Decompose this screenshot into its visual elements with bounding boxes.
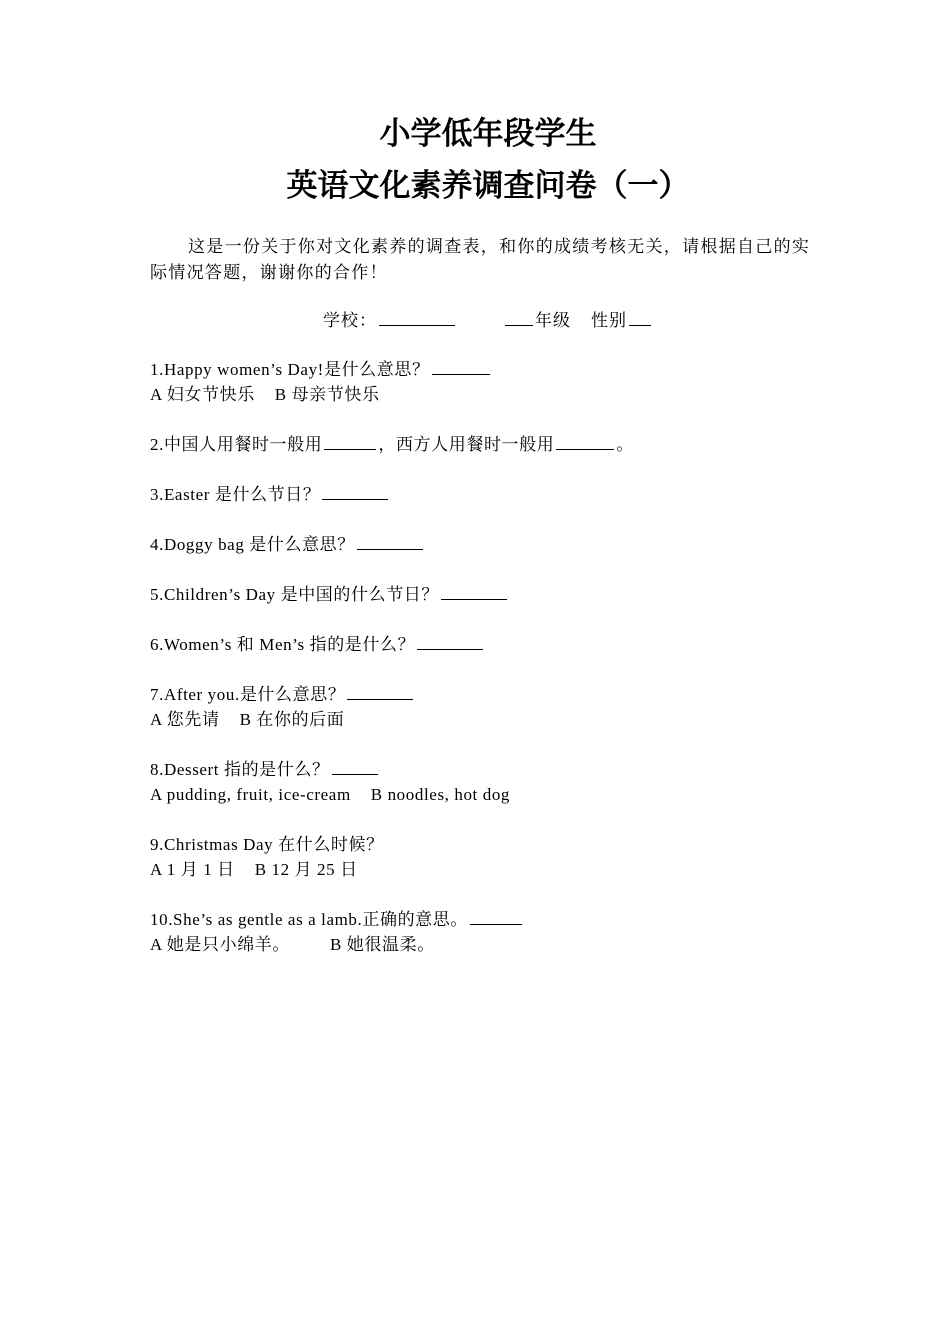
question-7 (150, 682, 826, 707)
option-b: B 12 月 25 日 (254, 860, 358, 879)
question-9 (150, 832, 826, 857)
question-text-part1: 2.中国人用餐时一般用 (150, 435, 323, 454)
option-b: B 在你的后面 (239, 710, 345, 729)
answer-blank[interactable] (417, 632, 483, 650)
intro-paragraph: 这是一份关于你对文化素养的调查表，和你的成绩考核无关，请根据自己的实际情况答题，谢谢你的合作！ (150, 237, 811, 282)
gender-blank[interactable] (629, 308, 651, 326)
answer-blank[interactable] (441, 582, 507, 600)
question-text: 10.She’s as gentle as a lamb.正确的意思。 (150, 910, 468, 929)
question-7-options (150, 707, 826, 732)
answer-blank[interactable] (357, 532, 423, 550)
option-b: B noodles, hot dog (370, 785, 511, 804)
question-6 (150, 632, 826, 657)
question-text: 4.Doggy bag 是什么意思？ (150, 535, 355, 554)
answer-blank[interactable] (470, 907, 522, 925)
option-b: B 她很温柔。 (330, 935, 435, 954)
question-text-part2: ，西方人用餐时一般用 (378, 435, 555, 454)
answer-blank-chinese[interactable] (324, 432, 376, 450)
option-b: B 母亲节快乐 (274, 385, 380, 404)
option-a: A 您先请 (150, 710, 220, 729)
option-a: A pudding, fruit, ice-cream (150, 785, 351, 804)
question-10-options (150, 932, 826, 957)
answer-blank[interactable] (432, 357, 490, 375)
question-text: 8.Dessert 指的是什么？ (150, 760, 330, 779)
answer-blank[interactable] (322, 482, 388, 500)
question-8-options (150, 782, 826, 807)
title-line-1: 小学低年段学生 (379, 116, 597, 152)
question-2 (150, 432, 826, 457)
student-info-line (150, 308, 826, 333)
title-line-2: 英语文化素养调查问卷（一） (286, 168, 690, 204)
question-text: 5.Children’s Day 是中国的什么节日？ (150, 585, 440, 604)
school-blank[interactable] (379, 308, 455, 326)
question-4 (150, 532, 826, 557)
question-text: 9.Christmas Day 在什么时候？ (150, 835, 384, 854)
question-text-end: 。 (616, 435, 634, 454)
answer-blank[interactable] (332, 757, 378, 775)
question-text: 3.Easter 是什么节日？ (150, 485, 321, 504)
gender-label: 性别 (591, 311, 627, 330)
answer-blank[interactable] (347, 682, 413, 700)
question-9-options (150, 857, 826, 882)
question-text: 7.After you.是什么意思？ (150, 685, 346, 704)
question-3 (150, 482, 826, 507)
question-10 (150, 907, 826, 932)
option-a: A 1 月 1 日 (150, 860, 235, 879)
grade-blank[interactable] (505, 308, 533, 326)
question-1 (150, 357, 826, 382)
option-a: A 妇女节快乐 (150, 385, 255, 404)
grade-label: 年级 (535, 311, 571, 330)
question-text: 1.Happy women’s Day!是什么意思？ (150, 360, 430, 379)
question-5 (150, 582, 826, 607)
questionnaire-page (150, 108, 826, 957)
option-a: A 她是只小绵羊。 (150, 935, 290, 954)
question-text: 6.Women’s 和 Men’s 指的是什么？ (150, 635, 416, 654)
school-label: 学校： (323, 311, 377, 330)
question-1-options (150, 382, 826, 407)
answer-blank-western[interactable] (556, 432, 614, 450)
question-8 (150, 757, 826, 782)
